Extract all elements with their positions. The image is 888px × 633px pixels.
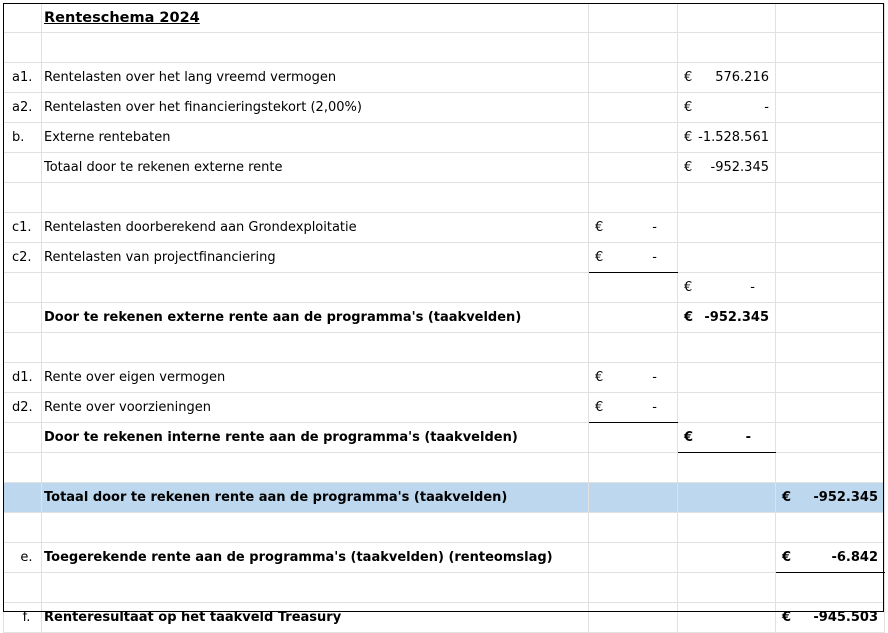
amount-value: -945.503 — [813, 610, 878, 625]
row-label[interactable]: a2. — [4, 93, 42, 123]
row-label[interactable]: f. — [4, 603, 42, 633]
euro-symbol: € — [684, 430, 694, 445]
row-description[interactable]: Rentelasten doorberekend aan Grondexploitatie — [42, 213, 589, 243]
euro-symbol: € — [782, 550, 792, 565]
row-e — [4, 543, 885, 573]
amount-cell[interactable] — [678, 423, 776, 453]
euro-symbol: € — [595, 370, 604, 385]
amount-cell[interactable] — [678, 303, 776, 333]
amount-value: -1.528.561 — [698, 130, 769, 145]
amount-value: - — [652, 220, 657, 235]
renteschema-table — [3, 3, 885, 633]
row-description[interactable]: Totaal door te rekenen rente aan de programma's (taakvelden) — [42, 483, 589, 513]
amount-cell[interactable] — [776, 483, 885, 513]
title-row — [4, 4, 885, 33]
row-label[interactable]: e. — [4, 543, 42, 573]
euro-symbol: € — [684, 280, 693, 295]
amount-value: - — [652, 370, 657, 385]
amount-cell[interactable] — [589, 213, 678, 243]
amount-value: -952.345 — [710, 160, 769, 175]
empty-row — [4, 183, 885, 213]
row-description[interactable]: Renteresultaat op het taakveld Treasury — [42, 603, 589, 633]
amount-value: - — [652, 250, 657, 265]
row-description[interactable]: Door te rekenen interne rente aan de programma's (taakvelden) — [42, 423, 589, 453]
row-external-programmas — [4, 303, 885, 333]
row-description[interactable]: Door te rekenen externe rente aan de programma's (taakvelden) — [42, 303, 589, 333]
euro-symbol: € — [595, 220, 604, 235]
empty-row — [4, 513, 885, 543]
row-description[interactable]: Totaal door te rekenen externe rente — [42, 153, 589, 183]
row-label[interactable]: c2. — [4, 243, 42, 273]
row-total-external — [4, 153, 885, 183]
amount-cell[interactable] — [678, 123, 776, 153]
euro-symbol: € — [684, 310, 694, 325]
sheet-title[interactable]: Renteschema 2024 — [42, 4, 589, 33]
row-c1 — [4, 213, 885, 243]
row-label[interactable]: c1. — [4, 213, 42, 243]
row-b — [4, 123, 885, 153]
row-description[interactable]: Rente over eigen vermogen — [42, 363, 589, 393]
amount-cell[interactable] — [678, 93, 776, 123]
empty-row — [4, 33, 885, 63]
row-a2 — [4, 93, 885, 123]
row-description[interactable]: Toegerekende rente aan de programma's (taakvelden) (renteomslag) — [42, 543, 589, 573]
euro-symbol: € — [782, 610, 792, 625]
euro-symbol: € — [595, 250, 604, 265]
row-label[interactable]: b. — [4, 123, 42, 153]
row-label[interactable]: a1. — [4, 63, 42, 93]
amount-cell[interactable] — [776, 543, 885, 573]
euro-symbol: € — [595, 400, 604, 415]
amount-value: -952.345 — [813, 490, 878, 505]
row-c2 — [4, 243, 885, 273]
amount-value: -952.345 — [704, 310, 769, 325]
row-internal-programmas — [4, 423, 885, 453]
euro-symbol: € — [684, 70, 693, 85]
row-description[interactable]: Rentelasten over het lang vreemd vermogen — [42, 63, 589, 93]
empty-row — [4, 453, 885, 483]
amount-cell[interactable] — [589, 243, 678, 273]
amount-value: - — [750, 280, 755, 295]
amount-value: - — [745, 430, 751, 445]
amount-cell[interactable] — [678, 273, 776, 303]
euro-symbol: € — [782, 490, 792, 505]
euro-symbol: € — [684, 160, 693, 175]
row-d1 — [4, 363, 885, 393]
row-description[interactable]: Externe rentebaten — [42, 123, 589, 153]
row-description[interactable]: Rentelasten over het financieringstekort (2,00%) — [42, 93, 589, 123]
row-a1 — [4, 63, 885, 93]
row-label[interactable]: d1. — [4, 363, 42, 393]
row-f — [4, 603, 885, 633]
amount-cell[interactable] — [678, 153, 776, 183]
amount-cell[interactable] — [589, 393, 678, 423]
row-description[interactable]: Rente over voorzieningen — [42, 393, 589, 423]
amount-cell[interactable] — [678, 63, 776, 93]
row-label[interactable]: d2. — [4, 393, 42, 423]
row-c-subtotal — [4, 273, 885, 303]
empty-row — [4, 573, 885, 603]
amount-value: - — [764, 100, 769, 115]
amount-value: 576.216 — [715, 70, 769, 85]
row-d2 — [4, 393, 885, 423]
amount-value: - — [652, 400, 657, 415]
amount-cell[interactable] — [776, 603, 885, 633]
empty-row — [4, 333, 885, 363]
row-description[interactable]: Rentelasten van projectfinanciering — [42, 243, 589, 273]
amount-cell[interactable] — [589, 363, 678, 393]
row-total-programmas — [4, 483, 885, 513]
euro-symbol: € — [684, 100, 693, 115]
amount-value: -6.842 — [831, 550, 878, 565]
euro-symbol: € — [684, 130, 693, 145]
